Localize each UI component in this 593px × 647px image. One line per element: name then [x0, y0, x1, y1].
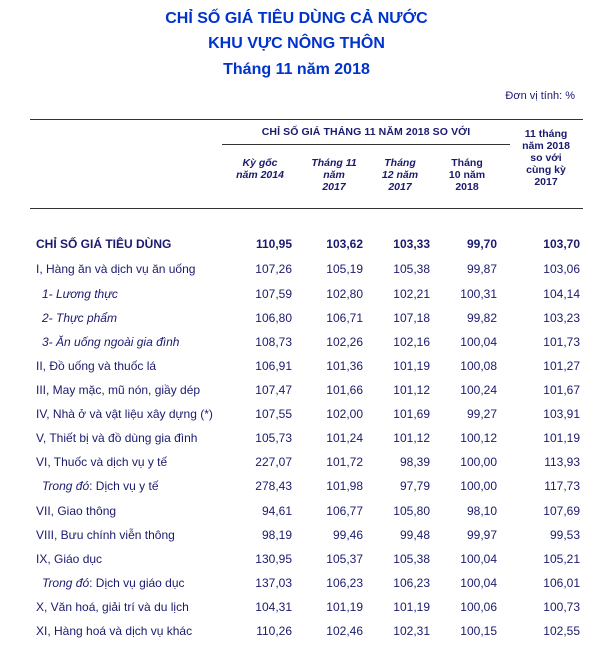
cell-base-2014: 105,73 — [255, 431, 292, 445]
table-row — [0, 624, 593, 644]
cell-11-months: 103,23 — [543, 311, 580, 325]
header-bottom-rule — [30, 208, 583, 209]
cell-nov-2017: 102,80 — [326, 287, 363, 301]
cell-dec-2017: 101,19 — [393, 359, 430, 373]
cell-oct-2018: 100,04 — [460, 335, 497, 349]
cell-nov-2017: 101,19 — [326, 600, 363, 614]
cell-oct-2018: 100,00 — [460, 479, 497, 493]
cell-dec-2017: 101,12 — [393, 383, 430, 397]
row-label: V, Thiết bị và đồ dùng gia đình — [36, 431, 198, 445]
cell-oct-2018: 98,10 — [466, 504, 497, 518]
row-label: CHỈ SỐ GIÁ TIÊU DÙNG — [36, 237, 172, 251]
cell-nov-2017: 101,24 — [326, 431, 363, 445]
group-header-rule — [222, 144, 510, 145]
cell-dec-2017: 102,16 — [393, 335, 430, 349]
table-row — [0, 576, 593, 596]
cell-dec-2017: 101,12 — [393, 431, 430, 445]
cell-dec-2017: 105,38 — [393, 262, 430, 276]
cell-11-months: 101,67 — [543, 383, 580, 397]
cell-nov-2017: 105,37 — [326, 552, 363, 566]
table-row — [0, 359, 593, 379]
cell-oct-2018: 100,04 — [460, 552, 497, 566]
cell-base-2014: 227,07 — [255, 455, 292, 469]
cell-11-months: 100,73 — [543, 600, 580, 614]
cell-11-months: 104,14 — [543, 287, 580, 301]
cell-11-months: 103,91 — [543, 407, 580, 421]
cell-nov-2017: 102,46 — [326, 624, 363, 638]
cell-oct-2018: 99,82 — [466, 311, 497, 325]
cell-base-2014: 107,26 — [255, 262, 292, 276]
cell-base-2014: 107,55 — [255, 407, 292, 421]
cell-dec-2017: 103,33 — [393, 237, 430, 251]
cell-dec-2017: 102,31 — [393, 624, 430, 638]
row-label: XI, Hàng hoá và dịch vụ khác — [36, 624, 193, 638]
cell-dec-2017: 98,39 — [399, 455, 430, 469]
cell-base-2014: 137,03 — [255, 576, 292, 590]
cell-base-2014: 94,61 — [261, 504, 292, 518]
table-row — [0, 528, 593, 548]
page-subtitle: KHU VỰC NÔNG THÔN — [208, 35, 385, 52]
cell-11-months: 113,93 — [544, 455, 580, 469]
cell-nov-2017: 101,72 — [326, 455, 363, 469]
cell-nov-2017: 106,23 — [326, 576, 363, 590]
cell-oct-2018: 100,00 — [460, 455, 497, 469]
cell-oct-2018: 100,31 — [460, 287, 497, 301]
table-row — [0, 311, 593, 331]
row-label: X, Văn hoá, giải trí và du lịch — [36, 600, 189, 614]
cell-nov-2017: 106,71 — [326, 311, 363, 325]
cell-base-2014: 98,19 — [261, 528, 292, 542]
column-header-oct-2018: Tháng 10 năm 2018 — [448, 157, 486, 193]
table-row — [0, 407, 593, 427]
cell-11-months: 102,55 — [543, 624, 580, 638]
cell-nov-2017: 102,00 — [326, 407, 363, 421]
cell-dec-2017: 102,21 — [393, 287, 430, 301]
cell-dec-2017: 97,79 — [399, 479, 430, 493]
cell-11-months: 99,53 — [549, 528, 580, 542]
cell-11-months: 105,21 — [543, 552, 580, 566]
cell-nov-2017: 105,19 — [326, 262, 363, 276]
cell-oct-2018: 99,87 — [466, 262, 497, 276]
table-row — [0, 600, 593, 620]
cell-base-2014: 110,95 — [255, 237, 292, 251]
cell-base-2014: 106,91 — [255, 359, 292, 373]
cell-dec-2017: 106,23 — [393, 576, 430, 590]
cell-11-months: 101,19 — [543, 431, 580, 445]
table-row-total — [0, 237, 593, 257]
page-title: CHỈ SỐ GIÁ TIÊU DÙNG CẢ NƯỚC — [165, 10, 428, 27]
column-header-11-months: 11 tháng năm 2018 so với cùng kỳ 2017 — [522, 128, 570, 188]
cell-base-2014: 278,43 — [255, 479, 292, 493]
cell-11-months: 101,27 — [543, 359, 580, 373]
row-label: VIII, Bưu chính viễn thông — [36, 528, 175, 542]
cell-dec-2017: 105,38 — [393, 552, 430, 566]
table-row — [0, 262, 593, 282]
cell-oct-2018: 100,08 — [460, 359, 497, 373]
cell-base-2014: 107,47 — [255, 383, 292, 397]
row-label: Trong đó: Dịch vụ y tế — [42, 479, 159, 493]
row-label: 1- Lương thực — [42, 287, 118, 301]
cell-11-months: 103,06 — [543, 262, 580, 276]
group-header: CHỈ SỐ GIÁ THÁNG 11 NĂM 2018 SO VỚI — [261, 126, 471, 138]
cell-dec-2017: 101,19 — [393, 600, 430, 614]
cell-dec-2017: 105,80 — [393, 504, 430, 518]
cell-nov-2017: 102,26 — [326, 335, 363, 349]
cell-oct-2018: 100,12 — [460, 431, 497, 445]
cell-oct-2018: 100,04 — [460, 576, 497, 590]
row-label: Trong đó: Dịch vụ giáo dục — [42, 576, 185, 590]
cell-oct-2018: 99,27 — [466, 407, 497, 421]
cell-base-2014: 106,80 — [255, 311, 292, 325]
row-label: II, Đồ uống và thuốc lá — [36, 359, 157, 373]
cell-11-months: 106,01 — [543, 576, 580, 590]
table-row — [0, 552, 593, 572]
cell-nov-2017: 99,46 — [332, 528, 363, 542]
page-period: Tháng 11 năm 2018 — [223, 61, 370, 78]
row-label: 2- Thực phẩm — [42, 311, 117, 325]
table-row — [0, 504, 593, 524]
table-row — [0, 479, 593, 499]
table-row — [0, 287, 593, 307]
cell-dec-2017: 99,48 — [399, 528, 430, 542]
unit-note: Đơn vị tính: % — [505, 90, 575, 102]
row-label: I, Hàng ăn và dịch vụ ăn uống — [36, 262, 196, 276]
cell-11-months: 101,73 — [543, 335, 580, 349]
row-label: VII, Giao thông — [36, 504, 117, 518]
cell-11-months: 117,73 — [544, 479, 580, 493]
row-label: IX, Giáo dục — [36, 552, 103, 566]
cell-nov-2017: 106,77 — [326, 504, 363, 518]
cell-nov-2017: 101,36 — [326, 359, 363, 373]
table-row — [0, 431, 593, 451]
column-header-base-2014: Kỳ gốc năm 2014 — [236, 157, 284, 181]
cell-base-2014: 107,59 — [255, 287, 292, 301]
table-row — [0, 335, 593, 355]
row-label: IV, Nhà ở và vật liệu xây dựng (*) — [36, 407, 213, 421]
cell-oct-2018: 99,70 — [466, 237, 497, 251]
cell-oct-2018: 100,24 — [460, 383, 497, 397]
row-label: III, May mặc, mũ nón, giầy dép — [36, 383, 201, 397]
cell-nov-2017: 101,98 — [326, 479, 363, 493]
cell-11-months: 103,70 — [543, 237, 580, 251]
cell-oct-2018: 100,06 — [460, 600, 497, 614]
cell-11-months: 107,69 — [543, 504, 580, 518]
table-row — [0, 455, 593, 475]
cell-oct-2018: 99,97 — [466, 528, 497, 542]
cell-oct-2018: 100,15 — [460, 624, 497, 638]
cell-nov-2017: 101,66 — [326, 383, 363, 397]
table-row — [0, 383, 593, 403]
cell-dec-2017: 101,69 — [393, 407, 430, 421]
cell-dec-2017: 107,18 — [393, 311, 430, 325]
row-label: VI, Thuốc và dịch vụ y tế — [36, 455, 168, 469]
cell-base-2014: 104,31 — [255, 600, 292, 614]
table-top-rule — [30, 119, 583, 120]
column-header-dec-2017: Tháng 12 năm 2017 — [381, 157, 419, 193]
cell-nov-2017: 103,62 — [326, 237, 363, 251]
cell-base-2014: 110,26 — [256, 624, 292, 638]
cell-base-2014: 108,73 — [255, 335, 292, 349]
cell-base-2014: 130,95 — [255, 552, 292, 566]
row-label: 3- Ăn uống ngoài gia đình — [42, 335, 180, 349]
column-header-nov-2017: Tháng 11 năm 2017 — [311, 157, 357, 193]
